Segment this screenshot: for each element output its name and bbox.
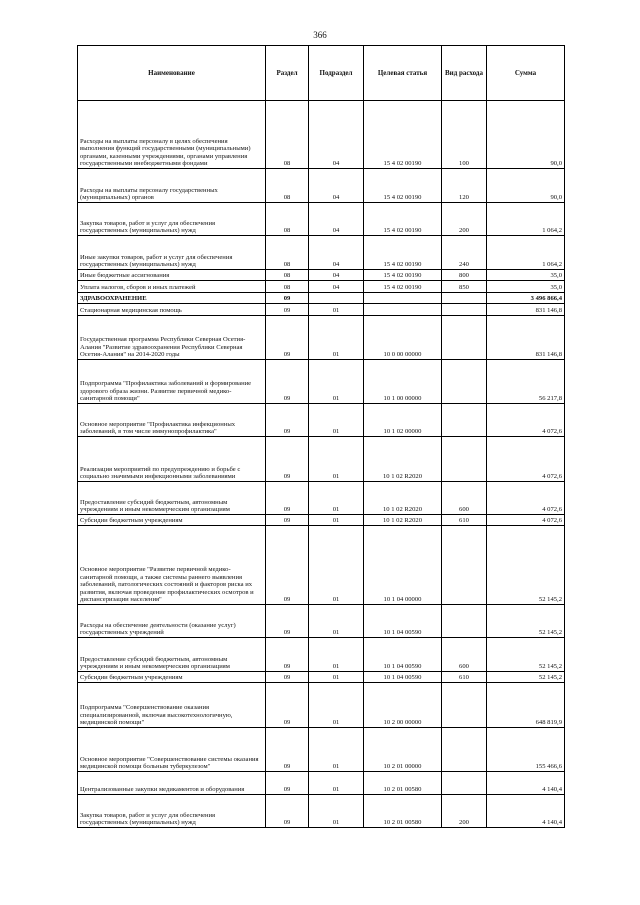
cell-sum: 155 466,6 xyxy=(487,728,565,772)
cell-sum: 3 496 866,4 xyxy=(487,293,565,304)
cell-section: 09 xyxy=(266,605,309,638)
page-number: 366 xyxy=(313,30,327,40)
header-expense-type: Вид расхода xyxy=(442,46,487,101)
cell-section: 09 xyxy=(266,526,309,605)
cell-expense-type xyxy=(442,772,487,795)
cell-section: 09 xyxy=(266,795,309,828)
cell-subsection: 01 xyxy=(309,526,364,605)
cell-expense-type xyxy=(442,304,487,316)
cell-sum: 52 145,2 xyxy=(487,672,565,683)
cell-target: 10 1 02 R2020 xyxy=(364,515,442,526)
cell-sum: 648 819,9 xyxy=(487,683,565,728)
cell-section: 08 xyxy=(266,270,309,281)
table-row xyxy=(78,293,565,304)
cell-target: 10 0 00 00000 xyxy=(364,316,442,360)
cell-sum: 4 072,6 xyxy=(487,482,565,515)
table-row xyxy=(78,515,565,526)
cell-section: 08 xyxy=(266,101,309,169)
table-row xyxy=(78,482,565,515)
cell-name: Субсидии бюджетным учреждениям xyxy=(78,515,266,526)
cell-section: 09 xyxy=(266,515,309,526)
cell-subsection: 01 xyxy=(309,360,364,404)
cell-subsection: 01 xyxy=(309,672,364,683)
cell-name: Закупка товаров, работ и услуг для обеспечения государственных (муниципальных) нужд xyxy=(78,203,266,236)
table-header-row xyxy=(78,46,565,101)
cell-subsection: 04 xyxy=(309,270,364,281)
cell-target: 10 2 01 00580 xyxy=(364,772,442,795)
cell-expense-type xyxy=(442,293,487,304)
header-section: Раздел xyxy=(266,46,309,101)
cell-target: 15 4 02 00190 xyxy=(364,236,442,270)
cell-sum: 4 072,6 xyxy=(487,515,565,526)
cell-section: 09 xyxy=(266,316,309,360)
cell-target: 10 1 04 00590 xyxy=(364,638,442,672)
cell-subsection: 01 xyxy=(309,795,364,828)
table-row xyxy=(78,638,565,672)
cell-name: Субсидии бюджетным учреждениям xyxy=(78,672,266,683)
cell-target xyxy=(364,304,442,316)
cell-sum: 4 072,6 xyxy=(487,404,565,437)
cell-expense-type: 850 xyxy=(442,281,487,293)
table-row xyxy=(78,360,565,404)
cell-name: Иные закупки товаров, работ и услуг для обеспечения государственных (муниципальных) нужд xyxy=(78,236,266,270)
cell-section: 08 xyxy=(266,281,309,293)
cell-target: 10 1 04 00590 xyxy=(364,605,442,638)
cell-name: ЗДРАВООХРАНЕНИЕ xyxy=(78,293,266,304)
cell-name: Предоставление субсидий бюджетным, автономным учреждениям и иным некоммерческим организациям xyxy=(78,638,266,672)
cell-sum: 35,0 xyxy=(487,270,565,281)
table-row xyxy=(78,795,565,828)
cell-subsection: 01 xyxy=(309,638,364,672)
table-row xyxy=(78,526,565,605)
table-row xyxy=(78,316,565,360)
cell-section: 09 xyxy=(266,360,309,404)
cell-expense-type xyxy=(442,316,487,360)
cell-target: 10 1 02 R2020 xyxy=(364,482,442,515)
cell-sum: 4 140,4 xyxy=(487,795,565,828)
cell-expense-type xyxy=(442,605,487,638)
table-row xyxy=(78,270,565,281)
cell-expense-type xyxy=(442,404,487,437)
cell-target: 15 4 02 00190 xyxy=(364,101,442,169)
cell-target: 15 4 02 00190 xyxy=(364,281,442,293)
table-row xyxy=(78,728,565,772)
cell-section: 09 xyxy=(266,728,309,772)
header-sum: Сумма xyxy=(487,46,565,101)
table-row xyxy=(78,203,565,236)
cell-sum: 1 064,2 xyxy=(487,203,565,236)
cell-section: 08 xyxy=(266,169,309,203)
cell-subsection: 04 xyxy=(309,169,364,203)
table-row xyxy=(78,683,565,728)
cell-name: Централизованные закупки медикаментов и оборудования xyxy=(78,772,266,795)
table-row xyxy=(78,772,565,795)
cell-expense-type: 200 xyxy=(442,203,487,236)
cell-expense-type: 600 xyxy=(442,482,487,515)
cell-subsection: 01 xyxy=(309,728,364,772)
cell-target: 15 4 02 00190 xyxy=(364,203,442,236)
cell-section: 08 xyxy=(266,236,309,270)
cell-sum: 56 217,8 xyxy=(487,360,565,404)
cell-expense-type xyxy=(442,437,487,482)
cell-subsection: 01 xyxy=(309,482,364,515)
cell-name: Расходы на выплаты персоналу в целях обеспечения выполнения функций государственными (муниципальными) органами, казенными учреждениями, органами управления государственными внебюджетными фондами xyxy=(78,101,266,169)
cell-name: Закупка товаров, работ и услуг для обеспечения государственных (муниципальных) нужд xyxy=(78,795,266,828)
table-row xyxy=(78,672,565,683)
cell-subsection: 01 xyxy=(309,437,364,482)
cell-subsection: 01 xyxy=(309,772,364,795)
cell-target: 10 2 00 00000 xyxy=(364,683,442,728)
cell-name: Подпрограмма "Профилактика заболеваний и формирование здорового образа жизни. Развитие первичной медико-санитарной помощи" xyxy=(78,360,266,404)
cell-subsection: 01 xyxy=(309,515,364,526)
cell-name: Уплата налогов, сборов и иных платежей xyxy=(78,281,266,293)
cell-section: 09 xyxy=(266,772,309,795)
cell-target: 10 1 00 00000 xyxy=(364,360,442,404)
cell-section: 09 xyxy=(266,672,309,683)
table-row xyxy=(78,169,565,203)
cell-target: 10 1 02 00000 xyxy=(364,404,442,437)
cell-subsection: 01 xyxy=(309,316,364,360)
cell-section: 09 xyxy=(266,482,309,515)
table-row xyxy=(78,437,565,482)
cell-expense-type: 240 xyxy=(442,236,487,270)
cell-sum: 831 146,8 xyxy=(487,304,565,316)
cell-target: 10 1 04 00000 xyxy=(364,526,442,605)
table-row xyxy=(78,236,565,270)
cell-expense-type: 610 xyxy=(442,515,487,526)
cell-expense-type xyxy=(442,526,487,605)
table-row xyxy=(78,605,565,638)
budget-table xyxy=(77,45,565,828)
cell-name: Предоставление субсидий бюджетным, автономным учреждениям и иным некоммерческим организациям xyxy=(78,482,266,515)
cell-expense-type: 610 xyxy=(442,672,487,683)
cell-sum: 831 146,8 xyxy=(487,316,565,360)
cell-subsection: 04 xyxy=(309,101,364,169)
cell-subsection: 01 xyxy=(309,304,364,316)
cell-sum: 52 145,2 xyxy=(487,605,565,638)
cell-target: 10 1 02 R2020 xyxy=(364,437,442,482)
cell-sum: 52 145,2 xyxy=(487,638,565,672)
cell-section: 09 xyxy=(266,293,309,304)
cell-expense-type xyxy=(442,360,487,404)
cell-expense-type: 100 xyxy=(442,101,487,169)
header-name: Наименование xyxy=(78,46,266,101)
cell-name: Расходы на обеспечение деятельности (оказание услуг) государственных учреждений xyxy=(78,605,266,638)
cell-sum: 4 140,4 xyxy=(487,772,565,795)
cell-subsection: 01 xyxy=(309,683,364,728)
cell-target: 10 2 01 00580 xyxy=(364,795,442,828)
cell-section: 08 xyxy=(266,203,309,236)
cell-expense-type xyxy=(442,728,487,772)
cell-target: 10 1 04 00590 xyxy=(364,672,442,683)
cell-name: Основное мероприятие "Профилактика инфекционных заболеваний, в том числе иммунопрофилактика" xyxy=(78,404,266,437)
cell-expense-type: 800 xyxy=(442,270,487,281)
cell-section: 09 xyxy=(266,404,309,437)
table-row xyxy=(78,101,565,169)
cell-name: Иные бюджетные ассигнования xyxy=(78,270,266,281)
cell-expense-type: 600 xyxy=(442,638,487,672)
cell-subsection: 04 xyxy=(309,236,364,270)
cell-section: 09 xyxy=(266,638,309,672)
header-subsection: Подраздел xyxy=(309,46,364,101)
cell-target: 15 4 02 00190 xyxy=(364,169,442,203)
cell-target: 10 2 01 00000 xyxy=(364,728,442,772)
cell-section: 09 xyxy=(266,683,309,728)
cell-sum: 90,0 xyxy=(487,101,565,169)
cell-name: Стационарная медицинская помощь xyxy=(78,304,266,316)
cell-target xyxy=(364,293,442,304)
cell-name: Расходы на выплаты персоналу государственных (муниципальных) органов xyxy=(78,169,266,203)
cell-target: 15 4 02 00190 xyxy=(364,270,442,281)
cell-name: Основное мероприятие "Совершенствование системы оказания медицинской помощи больным туберкулезом" xyxy=(78,728,266,772)
cell-name: Основное мероприятие "Развитие первичной медико-санитарной помощи, а также системы раннего выявления заболеваний, патологических состояний и факторов риска их развития, включая проведение профилактических осмотров и диспансеризации населения" xyxy=(78,526,266,605)
header-target: Целевая статья xyxy=(364,46,442,101)
cell-sum: 90,0 xyxy=(487,169,565,203)
table-row xyxy=(78,281,565,293)
cell-subsection xyxy=(309,293,364,304)
cell-name: Государственная программа Республики Северная Осетия-Алания "Развитие здравоохранения Республики Северная Осетия-Алания" на 2014-2020 годы xyxy=(78,316,266,360)
cell-name: Реализация мероприятий по предупреждению и борьбе с социально значимыми инфекционными заболеваниями xyxy=(78,437,266,482)
cell-subsection: 04 xyxy=(309,203,364,236)
cell-section: 09 xyxy=(266,437,309,482)
cell-expense-type xyxy=(442,683,487,728)
cell-sum: 52 145,2 xyxy=(487,526,565,605)
cell-section: 09 xyxy=(266,304,309,316)
cell-sum: 35,0 xyxy=(487,281,565,293)
cell-expense-type: 120 xyxy=(442,169,487,203)
cell-subsection: 04 xyxy=(309,281,364,293)
table-row xyxy=(78,404,565,437)
cell-sum: 1 064,2 xyxy=(487,236,565,270)
cell-name: Подпрограмма "Совершенствование оказания специализированной, включая высокотехнологичную, медицинской помощи" xyxy=(78,683,266,728)
cell-subsection: 01 xyxy=(309,404,364,437)
cell-subsection: 01 xyxy=(309,605,364,638)
cell-sum: 4 072,6 xyxy=(487,437,565,482)
table-row xyxy=(78,304,565,316)
cell-expense-type: 200 xyxy=(442,795,487,828)
